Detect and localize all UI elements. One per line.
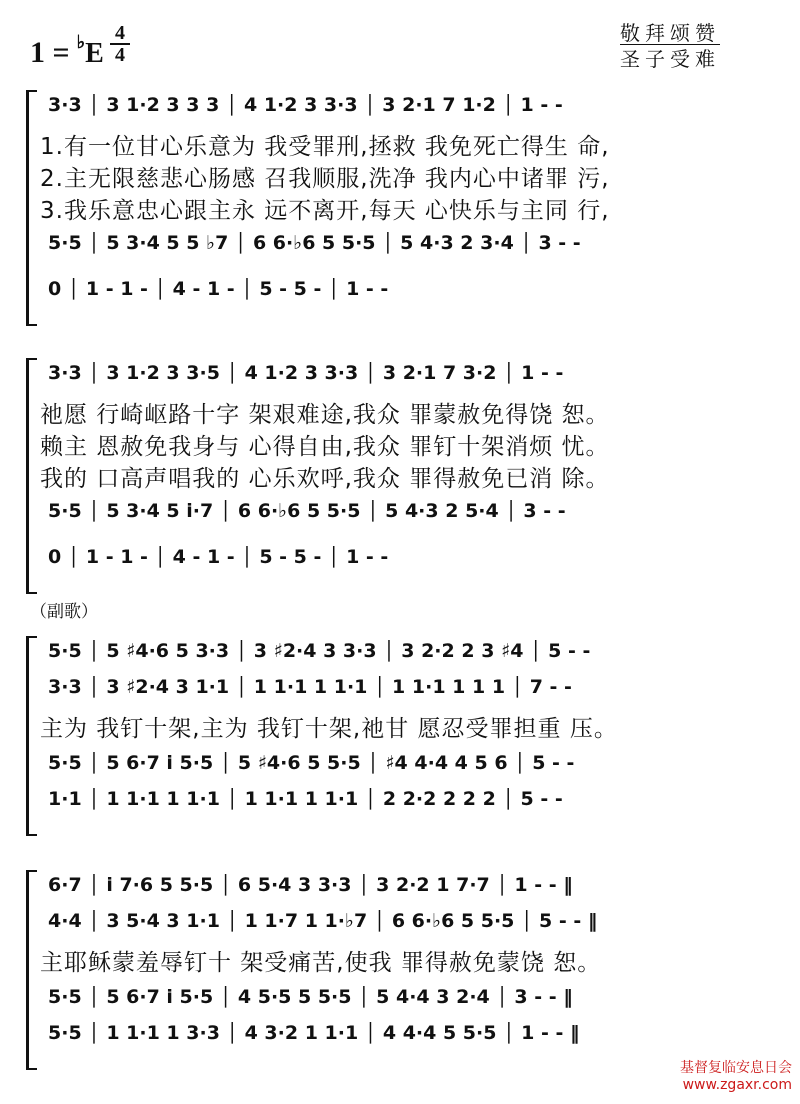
system-bracket [26, 358, 37, 594]
lyric-line: 主为 我钉十架,主为 我钉十架,祂甘 愿忍受罪担重 压。 [40, 716, 618, 742]
lyric-line: 赖主 恩赦免我身与 心得自由,我众 罪钉十架消烦 忧。 [40, 434, 610, 460]
notation-line: 5·5 │ 5 3·4 5 5 ♭7 │ 6 6·♭6 5 5·5 │ 5 4·3 2 3·4 │ 3 - - [48, 232, 581, 254]
notation-line: 3·3 │ 3 1·2 3 3·5 │ 4 1·2 3 3·3 │ 3 2·1 7 3·2 │ 1 - - [48, 362, 564, 384]
watermark-url: www.zgaxr.com [682, 1077, 792, 1093]
system-bracket [26, 636, 37, 836]
lyric-line: 祂愿 行崎岖路十字 架艰难途,我众 罪蒙赦免得饶 恕。 [40, 402, 610, 428]
lyric-line: 2.主无限慈悲心肠感 召我顺服,洗净 我内心中诸罪 污, [40, 166, 610, 192]
flat-sign: ♭ [76, 32, 86, 52]
notation-line: 1·1 │ 1 1·1 1 1·1 │ 1 1·1 1 1·1 │ 2 2·2 2 2 2 │ 5 - - [48, 788, 563, 810]
notation-line: 5·5 │ 1 1·1 1 3·3 │ 4 3·2 1 1·1 │ 4 4·4 5 5·5 │ 1 - - ‖ [48, 1022, 580, 1044]
system-bracket [26, 870, 37, 1070]
notation-line: 3·3 │ 3 ♯2·4 3 1·1 │ 1 1·1 1 1·1 │ 1 1·1 1 1 1 │ 7 - - [48, 676, 572, 698]
chorus-label: （副歌） [30, 602, 98, 622]
notation-line: 5·5 │ 5 ♯4·6 5 3·3 │ 3 ♯2·4 3 3·3 │ 3 2·2 2 3 ♯4 │ 5 - - [48, 640, 591, 662]
lyric-line: 1.有一位甘心乐意为 我受罪刑,拯救 我免死亡得生 命, [40, 134, 610, 160]
source-credit: 敬拜颂赞 [620, 21, 720, 45]
notation-line: 0 │ 1 - 1 - │ 4 - 1 - │ 5 - 5 - │ 1 - - [48, 546, 389, 568]
notation-line: 6·7 │ i 7·6 5 5·5 │ 6 5·4 3 3·3 │ 3 2·2 1 7·7 │ 1 - - ‖ [48, 874, 573, 896]
notation-line: 0 │ 1 - 1 - │ 4 - 1 - │ 5 - 5 - │ 1 - - [48, 278, 389, 300]
time-bottom: 4 [115, 44, 125, 66]
key-signature: 1 = ♭E [30, 32, 104, 69]
notation-line: 5·5 │ 5 6·7 i 5·5 │ 4 5·5 5 5·5 │ 5 4·4 3 2·4 │ 3 - - ‖ [48, 986, 573, 1008]
song-title: 圣子受难 [620, 47, 720, 71]
lyric-line: 我的 口高声唱我的 心乐欢呼,我众 罪得赦免已消 除。 [40, 466, 610, 492]
lyric-line: 3.我乐意忠心跟主永 远不离开,每天 心快乐与主同 行, [40, 198, 610, 224]
notation-line: 5·5 │ 5 6·7 i 5·5 │ 5 ♯4·6 5 5·5 │ ♯4 4·4 4 5 6 │ 5 - - [48, 752, 575, 774]
notation-line: 3·3 │ 3 1·2 3 3 3 │ 4 1·2 3 3·3 │ 3 2·1 7 1·2 │ 1 - - [48, 94, 563, 116]
system-bracket [26, 90, 37, 326]
watermark-name: 基督复临安息日会 [680, 1060, 792, 1076]
watermark [680, 1060, 792, 1094]
notation-line: 4·4 │ 3 5·4 3 1·1 │ 1 1·7 1 1·♭7 │ 6 6·♭6 5 5·5 │ 5 - - ‖ [48, 910, 598, 932]
notation-line: 5·5 │ 5 3·4 5 i·7 │ 6 6·♭6 5 5·5 │ 5 4·3 2 5·4 │ 3 - - [48, 500, 566, 522]
lyric-line: 主耶稣蒙羞辱钉十 架受痛苦,使我 罪得赦免蒙饶 恕。 [40, 950, 602, 976]
time-top: 4 [115, 22, 125, 44]
